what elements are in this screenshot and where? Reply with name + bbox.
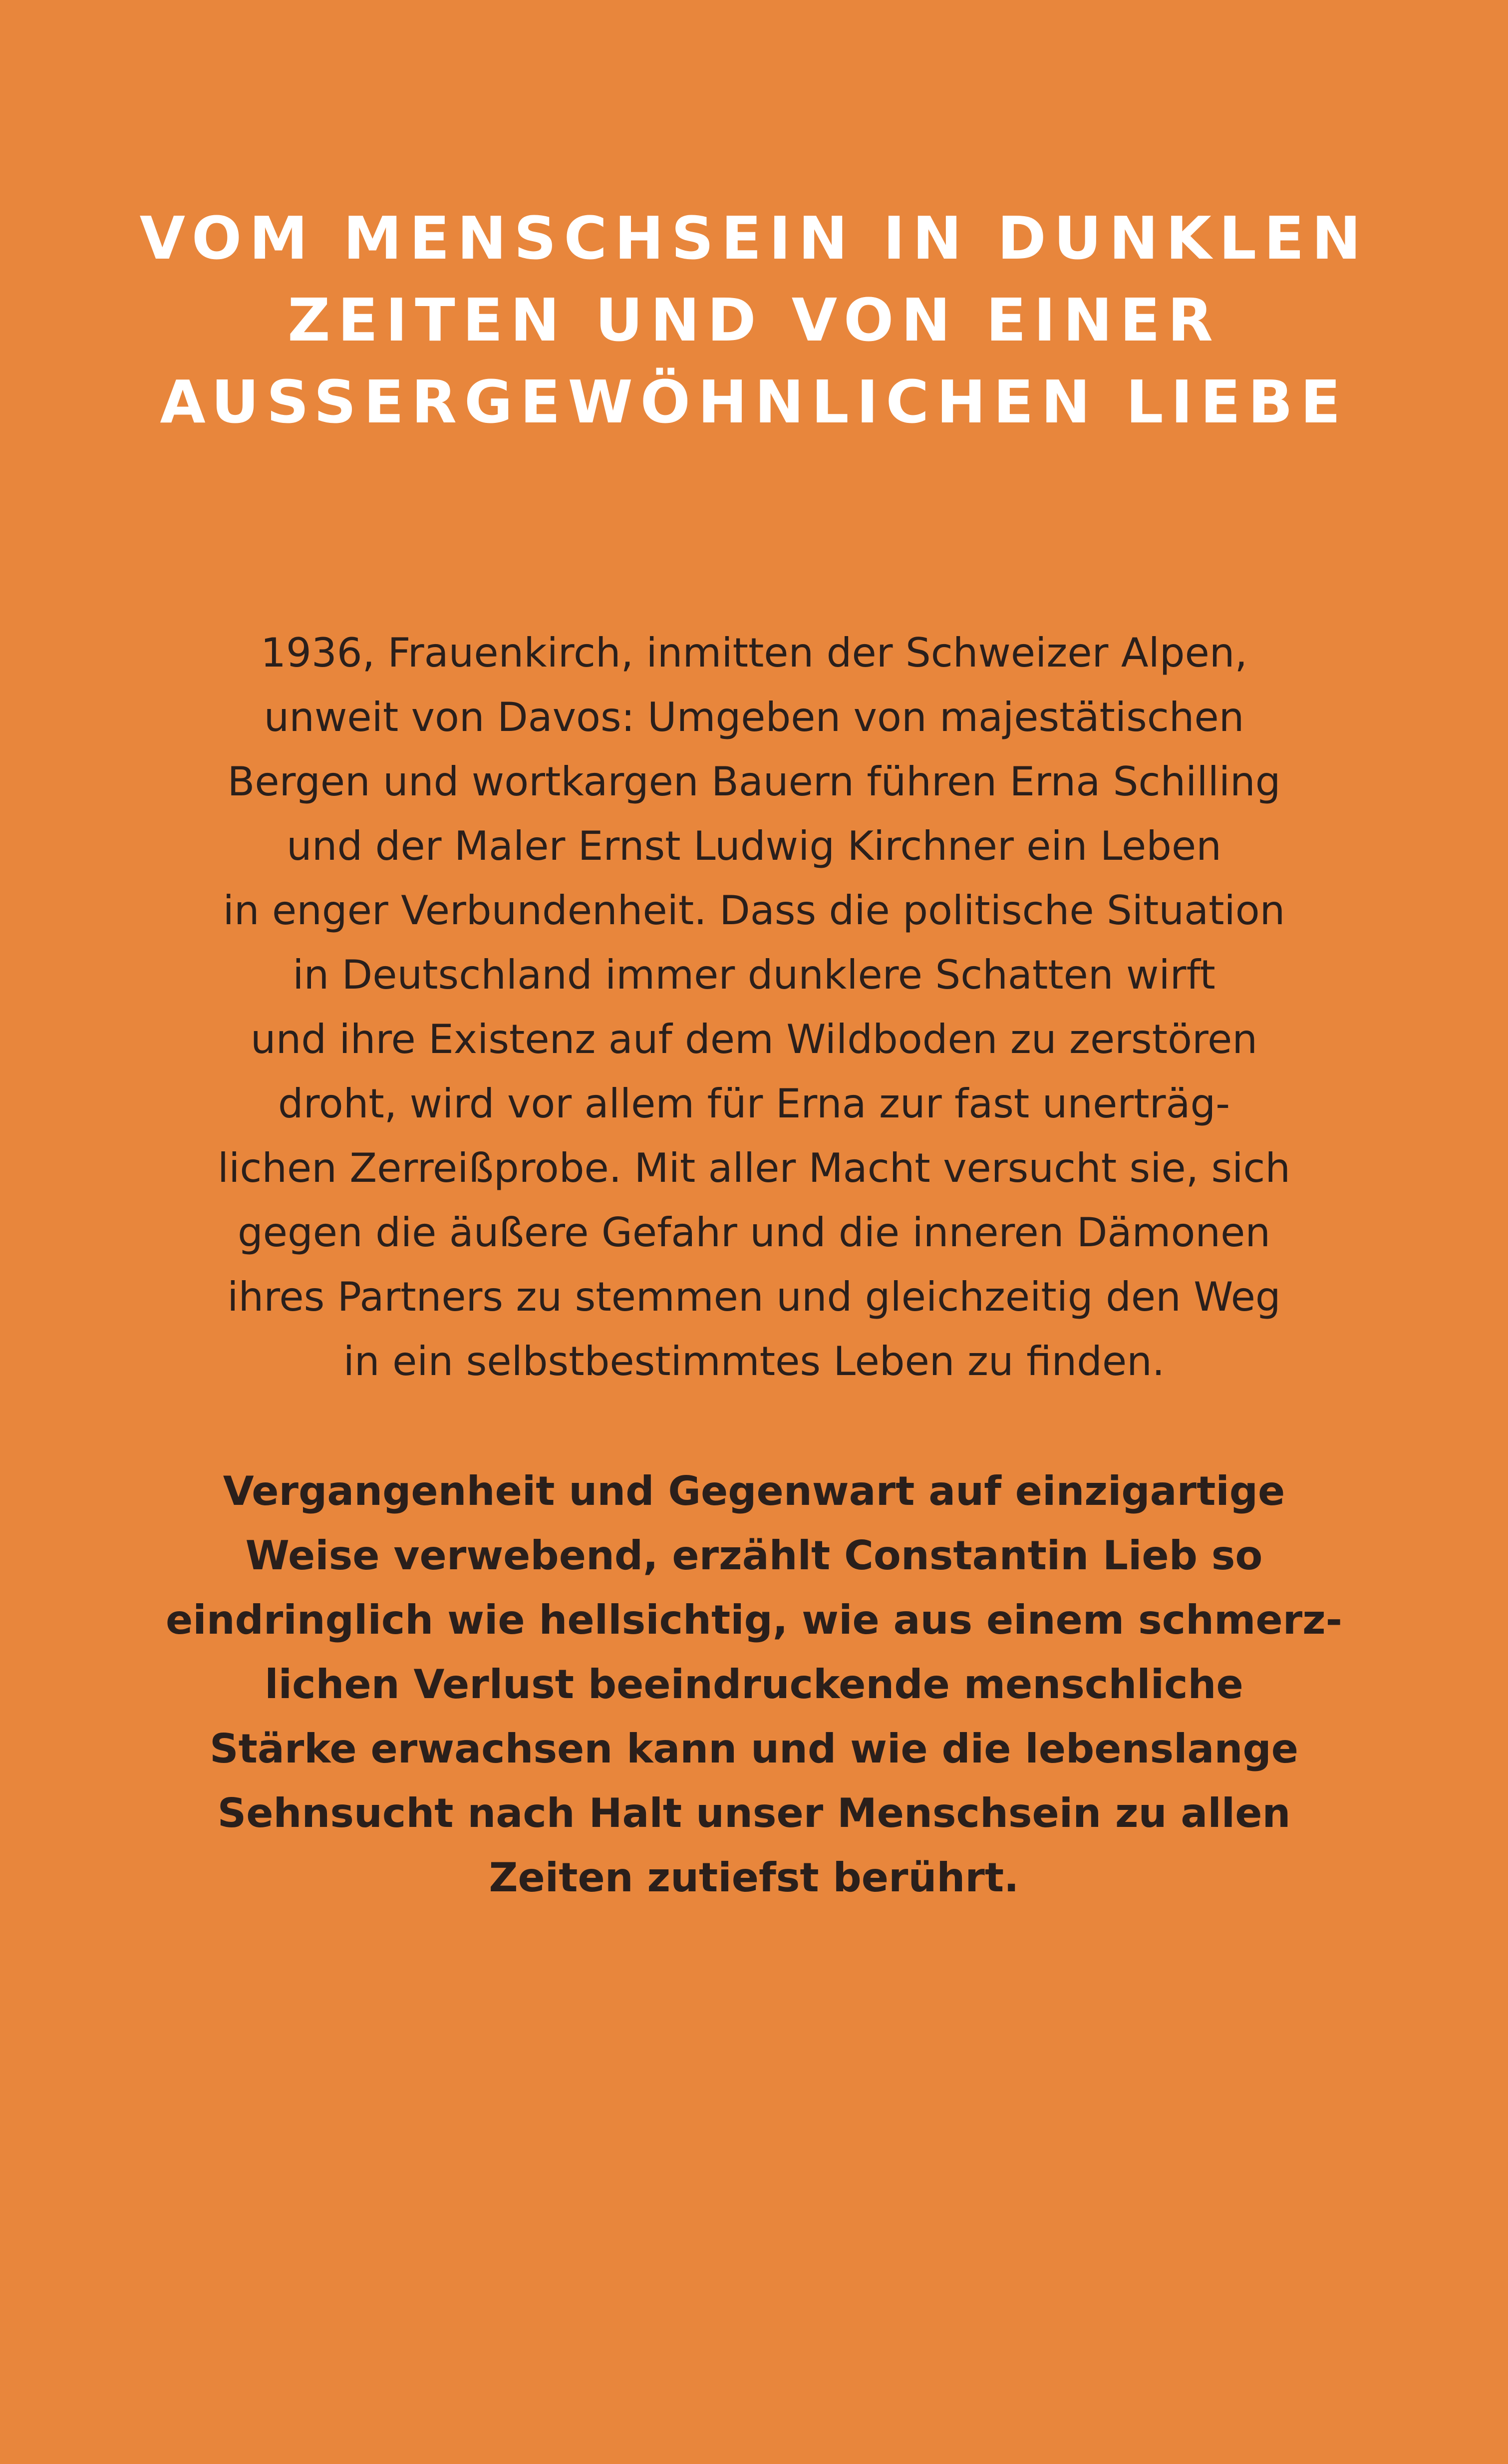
teaser-line: Vergangenheit und Gegenwart auf einzigartige — [223, 1468, 1285, 1514]
headline-line: VOM MENSCHSEIN IN DUNKLEN — [139, 204, 1369, 273]
synopsis-line: in ein selbstbestimmtes Leben zu finden. — [343, 1338, 1165, 1385]
headline-line: AUSSERGEWÖHNLICHEN LIEBE — [160, 367, 1348, 436]
teaser-line: Stärke erwachsen kann und wie die lebenslange — [210, 1726, 1298, 1772]
synopsis-line: lichen Zerreißprobe. Mit aller Macht versucht sie, sich — [217, 1145, 1291, 1191]
headline-line: ZEITEN UND VON EINER — [288, 286, 1220, 354]
synopsis-line: droht, wird vor allem für Erna zur fast unerträg- — [278, 1080, 1230, 1127]
teaser-line: lichen Verlust beeindruckende menschliche — [265, 1661, 1243, 1708]
teaser-paragraph — [0, 1459, 1508, 1910]
synopsis-line: in Deutschland immer dunklere Schatten wirft — [293, 952, 1215, 998]
synopsis-line: gegen die äußere Gefahr und die inneren Dämonen — [237, 1209, 1271, 1256]
teaser-line: Zeiten zutiefst berührt. — [489, 1854, 1019, 1901]
teaser-line: Sehnsucht nach Halt unser Menschsein zu allen — [217, 1790, 1291, 1836]
teaser-line: eindringlich wie hellsichtig, wie aus einem schmerz- — [166, 1597, 1342, 1643]
synopsis-line: und ihre Existenz auf dem Wildboden zu zerstören — [250, 1016, 1258, 1062]
synopsis-line: Bergen und wortkargen Bauern führen Erna Schilling — [227, 758, 1281, 805]
synopsis-paragraph — [0, 621, 1508, 1394]
synopsis-line: 1936, Frauenkirch, inmitten der Schweizer Alpen, — [261, 630, 1247, 676]
synopsis-line: in enger Verbundenheit. Dass die politische Situation — [223, 887, 1285, 934]
headline — [0, 197, 1508, 443]
synopsis-line: und der Maler Ernst Ludwig Kirchner ein Leben — [287, 823, 1221, 869]
synopsis-line: ihres Partners zu stemmen und gleichzeitig den Weg — [227, 1274, 1281, 1320]
synopsis-line: unweit von Davos: Umgeben von majestätischen — [264, 694, 1244, 740]
teaser-line: Weise verwebend, erzählt Constantin Lieb so — [245, 1532, 1263, 1579]
